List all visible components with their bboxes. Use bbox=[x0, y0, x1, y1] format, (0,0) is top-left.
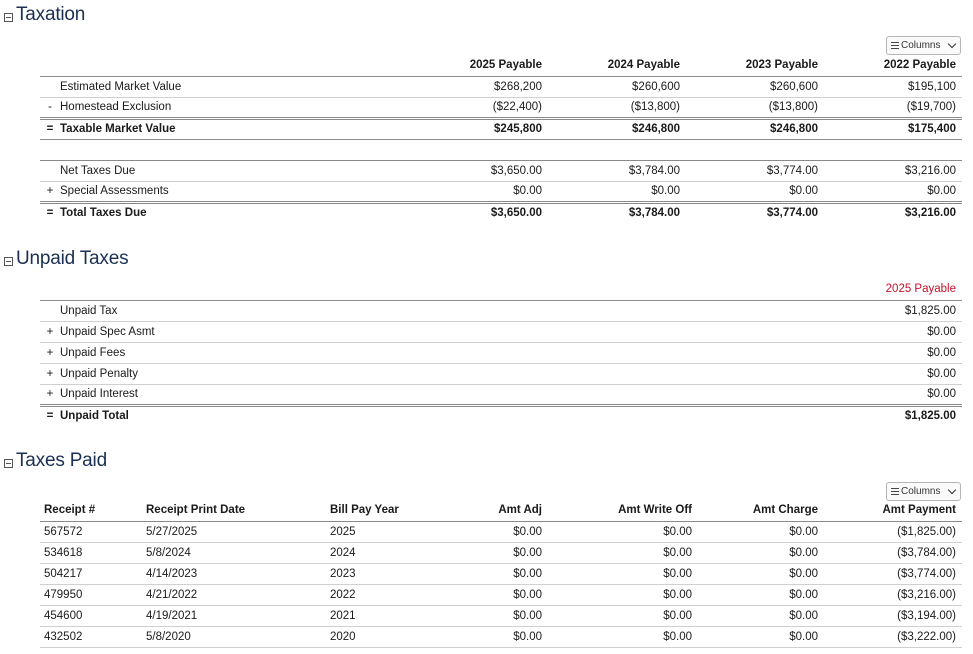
cell-value: $0.00 bbox=[240, 181, 548, 202]
amt-charge: $0.00 bbox=[698, 605, 824, 626]
row-label: Taxable Market Value bbox=[60, 118, 240, 139]
amt-adj: $0.00 bbox=[444, 563, 548, 584]
table-row bbox=[40, 321, 962, 342]
amt-charge: $0.00 bbox=[698, 542, 824, 563]
bill-pay-year: 2024 bbox=[326, 542, 444, 563]
cell-value: ($13,800) bbox=[686, 97, 824, 118]
table-row bbox=[40, 76, 962, 97]
amt-write-off: $0.00 bbox=[548, 563, 698, 584]
row-operator: - bbox=[40, 97, 60, 118]
bill-pay-year: 2021 bbox=[326, 605, 444, 626]
columns-button[interactable] bbox=[886, 36, 961, 55]
row-label: Unpaid Tax bbox=[60, 300, 840, 321]
list-icon bbox=[891, 42, 899, 49]
columns-button-label: Columns bbox=[901, 40, 941, 51]
table-header-row bbox=[40, 279, 962, 300]
bill-pay-year: 2025 bbox=[326, 521, 444, 542]
cell-value: $246,800 bbox=[686, 118, 824, 139]
receipt-number: 479950 bbox=[40, 584, 142, 605]
amt-payment: ($3,194.00) bbox=[824, 605, 962, 626]
receipt-number: 504217 bbox=[40, 563, 142, 584]
bill-pay-year: 2023 bbox=[326, 563, 444, 584]
receipt-date: 4/19/2021 bbox=[142, 605, 326, 626]
table-header-row bbox=[40, 500, 962, 521]
amt-write-off: $0.00 bbox=[548, 584, 698, 605]
collapse-icon[interactable] bbox=[4, 257, 13, 266]
cell-value: $3,650.00 bbox=[240, 160, 548, 181]
cell-value: $0.00 bbox=[840, 363, 962, 384]
row-label: Unpaid Fees bbox=[60, 342, 840, 363]
amt-charge: $0.00 bbox=[698, 626, 824, 647]
amt-write-off: $0.00 bbox=[548, 542, 698, 563]
row-operator bbox=[40, 300, 60, 321]
row-operator: + bbox=[40, 321, 60, 342]
row-operator bbox=[40, 160, 60, 181]
row-operator bbox=[40, 76, 60, 97]
row-label: Unpaid Penalty bbox=[60, 363, 840, 384]
column-header[interactable]: Amt Charge bbox=[698, 500, 824, 521]
receipt-date: 5/8/2020 bbox=[142, 626, 326, 647]
row-label: Net Taxes Due bbox=[60, 160, 240, 181]
amt-adj: $0.00 bbox=[444, 542, 548, 563]
column-header[interactable]: Receipt Print Date bbox=[142, 500, 326, 521]
table-row bbox=[40, 605, 962, 626]
cell-value: ($22,400) bbox=[240, 97, 548, 118]
list-icon bbox=[891, 488, 899, 495]
column-header: 2025 Payable bbox=[840, 279, 962, 300]
row-label: Total Taxes Due bbox=[60, 207, 147, 220]
row-label: Special Assessments bbox=[60, 181, 240, 202]
cell-value: $1,825.00 bbox=[904, 410, 956, 423]
cell-value: $3,216.00 bbox=[904, 207, 956, 220]
receipt-number: 432502 bbox=[40, 626, 142, 647]
table-row bbox=[40, 300, 962, 321]
bill-pay-year: 2020 bbox=[326, 626, 444, 647]
cell-value: $195,100 bbox=[824, 76, 962, 97]
section-title: Taxation bbox=[16, 4, 86, 25]
table-total-row bbox=[40, 405, 962, 426]
taxation-table bbox=[40, 55, 962, 223]
row-label: Estimated Market Value bbox=[60, 76, 240, 97]
cell-value: $0.00 bbox=[840, 384, 962, 405]
cell-value: $0.00 bbox=[548, 181, 686, 202]
column-header[interactable]: Amt Payment bbox=[824, 500, 962, 521]
cell-value: $260,600 bbox=[548, 76, 686, 97]
cell-value: ($19,700) bbox=[824, 97, 962, 118]
table-total-row bbox=[40, 202, 962, 223]
receipt-date: 4/21/2022 bbox=[142, 584, 326, 605]
paid-section-header[interactable] bbox=[4, 448, 107, 474]
table-row bbox=[40, 384, 962, 405]
cell-value: $0.00 bbox=[686, 181, 824, 202]
column-header[interactable]: Receipt # bbox=[40, 500, 142, 521]
row-operator: = bbox=[46, 207, 54, 220]
collapse-icon[interactable] bbox=[4, 459, 13, 468]
table-row bbox=[40, 97, 962, 118]
amt-adj: $0.00 bbox=[444, 584, 548, 605]
columns-button[interactable] bbox=[886, 482, 961, 501]
amt-charge: $0.00 bbox=[698, 584, 824, 605]
collapse-icon[interactable] bbox=[4, 13, 13, 22]
table-row bbox=[40, 181, 962, 202]
cell-value: $3,216.00 bbox=[824, 160, 962, 181]
column-header[interactable]: Amt Adj bbox=[444, 500, 548, 521]
amt-adj: $0.00 bbox=[444, 626, 548, 647]
spacer-row bbox=[40, 139, 962, 160]
table-row bbox=[40, 563, 962, 584]
amt-write-off: $0.00 bbox=[548, 626, 698, 647]
table-row bbox=[40, 521, 962, 542]
column-header[interactable]: Amt Write Off bbox=[548, 500, 698, 521]
cell-value: $0.00 bbox=[824, 181, 962, 202]
table-row bbox=[40, 363, 962, 384]
column-header: 2022 Payable bbox=[824, 55, 962, 76]
cell-value: $3,784.00 bbox=[548, 160, 686, 181]
section-title: Taxes Paid bbox=[16, 450, 107, 471]
row-label: Unpaid Interest bbox=[60, 384, 840, 405]
cell-value: $3,784.00 bbox=[628, 207, 680, 220]
table-header-row bbox=[40, 55, 962, 76]
chevron-down-icon bbox=[948, 40, 956, 48]
column-header: 2024 Payable bbox=[548, 55, 686, 76]
receipt-number: 567572 bbox=[40, 521, 142, 542]
column-header[interactable]: Bill Pay Year bbox=[326, 500, 444, 521]
receipt-date: 5/27/2025 bbox=[142, 521, 326, 542]
chevron-down-icon bbox=[948, 486, 956, 494]
row-label: Homestead Exclusion bbox=[60, 97, 240, 118]
cell-value: $246,800 bbox=[548, 118, 686, 139]
row-label: Unpaid Spec Asmt bbox=[60, 321, 840, 342]
amt-write-off: $0.00 bbox=[548, 521, 698, 542]
amt-payment: ($1,825.00) bbox=[824, 521, 962, 542]
unpaid-table bbox=[40, 279, 962, 426]
cell-value: $3,650.00 bbox=[490, 207, 542, 220]
taxation-section-header[interactable] bbox=[4, 2, 85, 28]
cell-value: $0.00 bbox=[840, 321, 962, 342]
amt-charge: $0.00 bbox=[698, 521, 824, 542]
section-title: Unpaid Taxes bbox=[16, 248, 129, 269]
receipt-date: 4/14/2023 bbox=[142, 563, 326, 584]
cell-value: $260,600 bbox=[686, 76, 824, 97]
table-row bbox=[40, 342, 962, 363]
row-label: Unpaid Total bbox=[60, 410, 129, 423]
cell-value: $3,774.00 bbox=[686, 160, 824, 181]
receipt-number: 534618 bbox=[40, 542, 142, 563]
cell-value: $175,400 bbox=[824, 118, 962, 139]
cell-value: $0.00 bbox=[840, 342, 962, 363]
column-header: 2025 Payable bbox=[240, 55, 548, 76]
bill-pay-year: 2022 bbox=[326, 584, 444, 605]
row-operator: + bbox=[40, 342, 60, 363]
unpaid-section-header[interactable] bbox=[4, 246, 128, 272]
row-operator: = bbox=[40, 118, 60, 139]
cell-value: $245,800 bbox=[240, 118, 548, 139]
table-row bbox=[40, 542, 962, 563]
amt-adj: $0.00 bbox=[444, 605, 548, 626]
row-operator: = bbox=[46, 410, 54, 423]
table-total-row bbox=[40, 118, 962, 139]
amt-charge: $0.00 bbox=[698, 563, 824, 584]
table-row bbox=[40, 160, 962, 181]
receipt-number: 454600 bbox=[40, 605, 142, 626]
cell-value: $3,774.00 bbox=[766, 207, 818, 220]
taxes-paid-table bbox=[40, 500, 962, 648]
row-operator: + bbox=[40, 181, 60, 202]
row-operator: + bbox=[40, 363, 60, 384]
table-row bbox=[40, 584, 962, 605]
amt-payment: ($3,784.00) bbox=[824, 542, 962, 563]
column-header: 2023 Payable bbox=[686, 55, 824, 76]
columns-button-label: Columns bbox=[901, 486, 941, 497]
amt-write-off: $0.00 bbox=[548, 605, 698, 626]
amt-adj: $0.00 bbox=[444, 521, 548, 542]
cell-value: ($13,800) bbox=[548, 97, 686, 118]
amt-payment: ($3,774.00) bbox=[824, 563, 962, 584]
amt-payment: ($3,216.00) bbox=[824, 584, 962, 605]
cell-value: $268,200 bbox=[240, 76, 548, 97]
row-operator: + bbox=[40, 384, 60, 405]
receipt-date: 5/8/2024 bbox=[142, 542, 326, 563]
table-row bbox=[40, 626, 962, 647]
cell-value: $1,825.00 bbox=[840, 300, 962, 321]
amt-payment: ($3,222.00) bbox=[824, 626, 962, 647]
